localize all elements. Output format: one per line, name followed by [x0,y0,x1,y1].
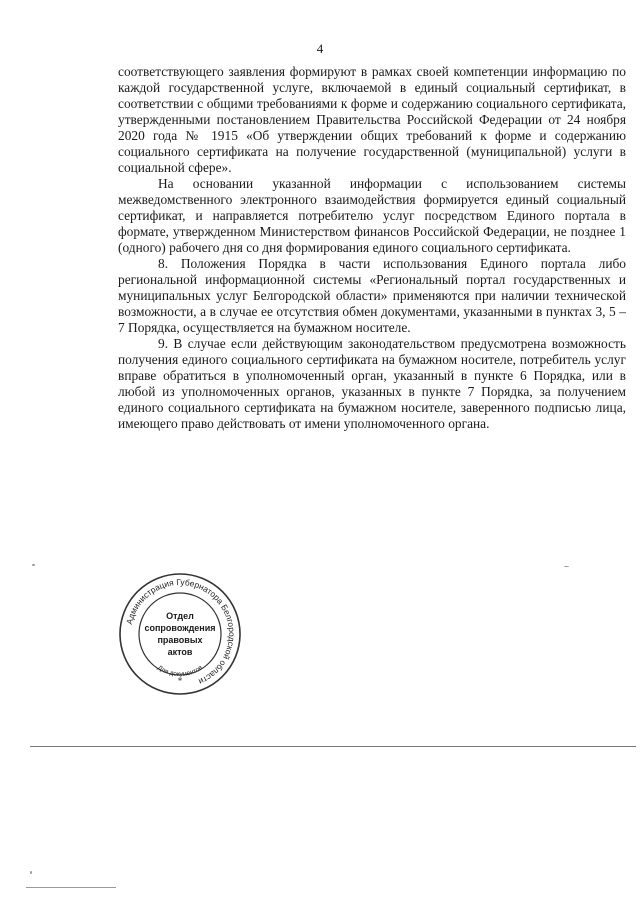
page-number: 4 [316,41,324,56]
scan-speck [32,564,35,566]
footer-rule [26,887,116,888]
paragraph-8: 8. Положения Порядка в части использования Единого портала либо региональной информационной системы «Региональный портал государственных и муниципальных услуг Белгородской области» применяются при наличии технической возможности, а в случае ее отсутствия обмен документами, указанными в пунктах 3, 5 – 7 Порядка, осуществляется на бумажном носителе. [118,256,626,335]
stamp-ring-text: Администрация Губернатора Белгородской области [124,576,238,687]
stamp-line-1: Отдел [166,611,194,621]
document-body [118,64,626,432]
stamp-star-icon: * [177,676,183,686]
scan-speck [30,871,32,874]
paragraph-2: На основании указанной информации с использованием системы межведомственного электронного взаимодействия формируется единый социальный сертификат, и направляется потребителю услуг посредством Единого портала в формате, утвержденном Министерством финансов Российской Федерации, не позднее 1 (одного) рабочего дня со дня формирования единого социального сертификата. [118,176,626,255]
paragraph-9: 9. В случае если действующим законодательством предусмотрена возможность получения единого социального сертификата на бумажном носителе, потребитель услуг вправе обратиться в уполномоченный орган, указанный в пункте 6 Порядка, или в любой из уполномоченных органов, указанных в пункте 7 Порядка, за получением единого социального сертификата на бумажном носителе, заверенного подписью лица, имеющего право действовать от имени уполномоченного органа. [118,336,626,431]
stamp-inner-text: Для документов [156,664,204,679]
stamp-line-4: актов [167,647,193,657]
paragraph-1: соответствующего заявления формируют в рамках своей компетенции информацию по каждой государственной услуге, включаемой в единый социальный сертификат, в соответствии с общими требованиями к форме и содержанию социального сертификата, утвержденными постановлением Правительства Российской Федерации от 24 ноября 2020 года № 1915 «Об утверждении общих требований к форме и содержанию социального сертификата на получение государственной (муниципальной) услуги в социальной сфере». [118,64,626,175]
page-divider [30,746,636,747]
stamp-line-3: правовых [157,635,203,645]
stamp-seal [118,572,242,696]
stamp-line-2: сопровождения [144,623,216,633]
scan-speck [564,566,569,567]
official-stamp [118,572,242,696]
